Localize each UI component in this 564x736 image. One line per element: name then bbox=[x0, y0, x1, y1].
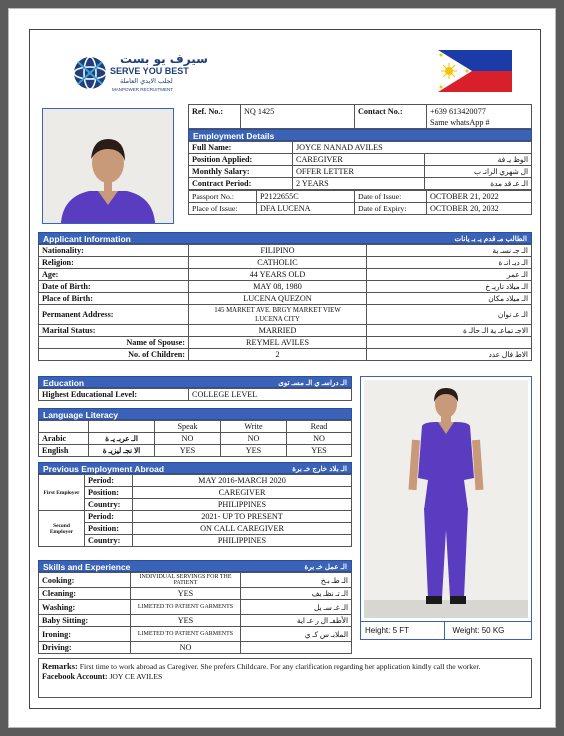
language-write: YES bbox=[221, 445, 287, 457]
applicant-full-photo bbox=[360, 376, 532, 640]
previous-employment-table bbox=[38, 474, 352, 547]
marital-value: MARRIED bbox=[189, 325, 367, 337]
skill-arabic: الأطفـ ال ر عـ اية bbox=[241, 615, 352, 627]
applicant-row bbox=[39, 281, 532, 293]
applicant-field-arabic: الـ ميلاد مكان bbox=[367, 293, 532, 305]
education-header: Education الـ دراسـ ي الـ مسـ توى bbox=[38, 376, 352, 388]
position-value: CAREGIVER bbox=[293, 154, 425, 166]
language-write: NO bbox=[221, 433, 287, 445]
passport-table bbox=[188, 190, 532, 215]
applicant-field-arabic: الـ ديـ انـ ة bbox=[367, 257, 532, 269]
education-table bbox=[38, 388, 352, 401]
company-logo bbox=[72, 52, 212, 96]
applicant-field-value: LUCENA QUEZON bbox=[189, 293, 367, 305]
first-period-label: Period: bbox=[85, 475, 133, 487]
skill-row bbox=[39, 600, 352, 615]
address-arabic: الـ عـ نوان bbox=[367, 305, 532, 325]
applicant-row bbox=[39, 269, 532, 281]
employment-header: Employment Details bbox=[188, 129, 532, 141]
full-name-label: Full Name: bbox=[189, 142, 293, 154]
passport-label: Passport No.: bbox=[189, 191, 257, 203]
address-line2: LUCENA CITY bbox=[255, 315, 300, 323]
language-arabic: الـ عربـ يـ ة bbox=[89, 433, 155, 445]
skill-value: YES bbox=[131, 588, 241, 600]
height-value: Height: 5 FT bbox=[361, 622, 445, 639]
skill-arabic: الـ تـ نظـ يف bbox=[241, 588, 352, 600]
language-read: YES bbox=[287, 445, 352, 457]
skill-value: LIMETED TO PATIENT GARMENTS bbox=[131, 600, 241, 615]
employment-table bbox=[188, 141, 532, 190]
applicant-field-arabic: الـ عمر bbox=[367, 269, 532, 281]
ref-value: NQ 1425 bbox=[241, 105, 355, 129]
contact-note: Same whatsApp # bbox=[430, 118, 490, 127]
language-name: English bbox=[39, 445, 89, 457]
ref-label: Ref. No.: bbox=[189, 105, 241, 129]
logo-arabic-name: سيرف يو بست bbox=[120, 52, 208, 66]
applicant-row bbox=[39, 257, 532, 269]
facebook-value: JOY CE AVILES bbox=[109, 672, 163, 681]
applicant-field-label: Date of Birth: bbox=[39, 281, 189, 293]
children-value: 2 bbox=[189, 349, 367, 361]
language-table bbox=[38, 420, 352, 457]
applicant-field-label: Nationality: bbox=[39, 245, 189, 257]
education-level-value: COLLEGE LEVEL bbox=[189, 389, 352, 401]
language-read: NO bbox=[287, 433, 352, 445]
applicant-headshot bbox=[42, 108, 174, 224]
first-employer-label: First Employer bbox=[39, 475, 85, 511]
speak-col-header: Speak bbox=[155, 421, 221, 433]
first-position-value: CAREGIVER bbox=[133, 487, 352, 499]
applicant-field-label: Place of Birth: bbox=[39, 293, 189, 305]
skill-row bbox=[39, 627, 352, 642]
language-name: Arabic bbox=[39, 433, 89, 445]
skill-value: NO bbox=[131, 642, 241, 654]
first-position-label: Position: bbox=[85, 487, 133, 499]
globe-logo-icon bbox=[72, 54, 108, 92]
contract-value: 2 YEARS bbox=[293, 178, 425, 190]
skills-table bbox=[38, 572, 352, 654]
spouse-label: Name of Spouse: bbox=[39, 337, 189, 349]
application-form bbox=[29, 29, 541, 709]
applicant-row bbox=[39, 293, 532, 305]
skill-arabic: الـ طـ بـخ bbox=[241, 573, 352, 588]
issue-place-value: DFA LUCENA bbox=[257, 203, 355, 215]
skill-row bbox=[39, 588, 352, 600]
write-col-header: Write bbox=[221, 421, 287, 433]
applicant-section bbox=[38, 232, 532, 361]
remarks-text: First time to work abroad as Caregiver. She prefers Childcare. For any clarification regarding her application kindly call the worker. bbox=[79, 662, 481, 671]
marital-label: Marital Status: bbox=[39, 325, 189, 337]
full-name-value: JOYCE NANAD AVILES bbox=[293, 142, 532, 154]
read-col-header: Read bbox=[287, 421, 352, 433]
address-label: Permanent Address: bbox=[39, 305, 189, 325]
salary-label: Monthly Salary: bbox=[189, 166, 293, 178]
children-arabic: الاط فال عدد bbox=[367, 349, 532, 361]
skill-row bbox=[39, 615, 352, 627]
second-country-value: PHILIPPINES bbox=[133, 535, 352, 547]
education-level-label: Highest Educational Level: bbox=[39, 389, 189, 401]
contact-value: +639 613420077 bbox=[430, 107, 486, 116]
skill-label: Baby Sitting: bbox=[39, 615, 131, 627]
logo-tagline: MANPOWER RECRUITMENT bbox=[112, 87, 173, 92]
skill-arabic: الملابـ س كـ ي bbox=[241, 627, 352, 642]
issue-date-label: Date of Issue: bbox=[355, 191, 427, 203]
salary-arabic: ال شهري الراتـ ب bbox=[425, 166, 532, 178]
applicant-field-value: MAY 08, 1980 bbox=[189, 281, 367, 293]
skill-row bbox=[39, 642, 352, 654]
contract-label: Contract Period: bbox=[189, 178, 293, 190]
skill-row bbox=[39, 573, 352, 588]
skill-label: Ironing: bbox=[39, 627, 131, 642]
second-period-value: 2021- UP TO PRESENT bbox=[133, 511, 352, 523]
application-page bbox=[8, 8, 556, 728]
skill-label: Driving: bbox=[39, 642, 131, 654]
applicant-field-value: CATHOLIC bbox=[189, 257, 367, 269]
applicant-field-value: 44 YEARS OLD bbox=[189, 269, 367, 281]
language-row bbox=[39, 433, 352, 445]
contact-label: Contact No.: bbox=[355, 105, 427, 129]
first-period-value: MAY 2016-MARCH 2020 bbox=[133, 475, 352, 487]
language-header: Language Literacy bbox=[38, 408, 352, 420]
second-period-label: Period: bbox=[85, 511, 133, 523]
applicant-header: Applicant Information الطالب مـ قدم يـ بـ يانات bbox=[38, 232, 532, 244]
first-country-value: PHILIPPINES bbox=[133, 499, 352, 511]
spouse-value: REYMEL AVILES bbox=[189, 337, 367, 349]
children-label: No. of Children: bbox=[39, 349, 189, 361]
expiry-label: Date of Expiry: bbox=[355, 203, 427, 215]
remarks-box bbox=[38, 658, 532, 698]
logo-arabic-tagline: لجلب الايدي العاملة bbox=[120, 77, 173, 85]
philippines-flag-icon bbox=[438, 50, 512, 92]
remarks-label: Remarks: bbox=[42, 661, 78, 671]
expiry-value: OCTOBER 20, 2032 bbox=[427, 203, 532, 215]
skill-label: Washing: bbox=[39, 600, 131, 615]
language-section bbox=[38, 408, 352, 457]
first-country-label: Country: bbox=[85, 499, 133, 511]
logo-english-name: SERVE YOU BEST bbox=[110, 66, 189, 76]
marital-arabic: الاجـ تماعـ ية الـ حالـ ة bbox=[367, 325, 532, 337]
language-speak: YES bbox=[155, 445, 221, 457]
applicant-field-label: Religion: bbox=[39, 257, 189, 269]
language-arabic: الا نجـ ليزيـ ة bbox=[89, 445, 155, 457]
weight-value: Weight: 50 KG bbox=[452, 626, 505, 635]
issue-date-value: OCTOBER 21, 2022 bbox=[427, 191, 532, 203]
second-employer-label: Second Employer bbox=[39, 511, 85, 547]
skill-value: LIMETED TO PATIENT GARMENTS bbox=[131, 627, 241, 642]
full-body-image bbox=[364, 380, 528, 618]
language-row bbox=[39, 445, 352, 457]
skill-value: INDIVIDUAL SERVINGS FOR THE PATIENT bbox=[131, 573, 241, 588]
applicant-field-label: Age: bbox=[39, 269, 189, 281]
position-label: Position Applied: bbox=[189, 154, 293, 166]
salary-value: OFFER LETTER bbox=[293, 166, 425, 178]
language-speak: NO bbox=[155, 433, 221, 445]
issue-place-label: Place of Issue: bbox=[189, 203, 257, 215]
address-line1: 145 MARKET AVE. BRGY MARKET VIEW bbox=[214, 306, 341, 314]
applicant-field-arabic: الـ جـ نسـ ية bbox=[367, 245, 532, 257]
facebook-label: Facebook Account: bbox=[42, 672, 108, 681]
applicant-table bbox=[38, 244, 532, 361]
applicant-field-arabic: الـ ميلاد تاريـ خ bbox=[367, 281, 532, 293]
previous-employment-section bbox=[38, 462, 352, 547]
second-position-label: Position: bbox=[85, 523, 133, 535]
passport-value: P2122655C bbox=[257, 191, 355, 203]
position-arabic: الوظ يـ فة bbox=[425, 154, 532, 166]
skills-header: Skills and Experience الـ عمل خـ برة bbox=[38, 560, 352, 572]
previous-employment-header: Previous Employment Abroad الـ بلاد خارج خـ برة bbox=[38, 462, 352, 474]
reference-section bbox=[188, 104, 532, 215]
second-position-value: ON CALL CAREGIVER bbox=[133, 523, 352, 535]
skill-label: Cleaning: bbox=[39, 588, 131, 600]
skill-value: YES bbox=[131, 615, 241, 627]
applicant-field-value: FILIPINO bbox=[189, 245, 367, 257]
contract-arabic: الـ عـ قد مدة bbox=[425, 178, 532, 190]
skill-arabic bbox=[241, 642, 352, 654]
applicant-row bbox=[39, 245, 532, 257]
skill-arabic: الـ غـ سـ يل bbox=[241, 600, 352, 615]
skills-section bbox=[38, 560, 352, 654]
skill-label: Cooking: bbox=[39, 573, 131, 588]
second-country-label: Country: bbox=[85, 535, 133, 547]
